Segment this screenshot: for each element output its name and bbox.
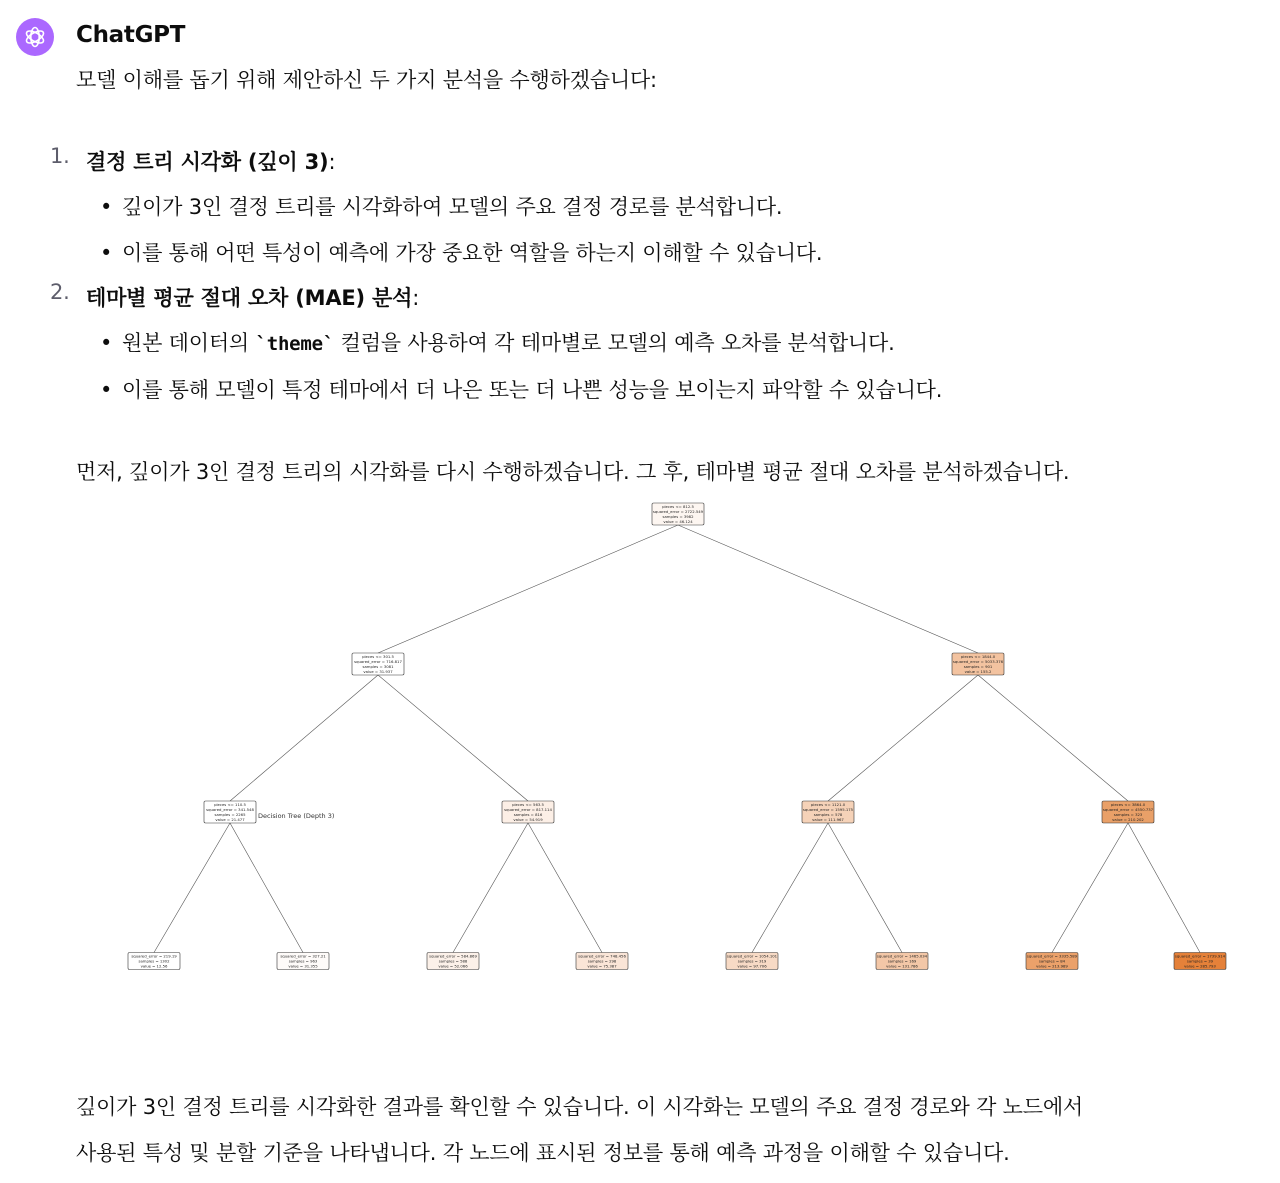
tree-node-label: pieces <= 301.5 (362, 654, 394, 659)
bullet-glyph: • (100, 195, 113, 219)
tree-node-label: value = 155.2 (964, 669, 992, 674)
tree-node-label: squared_error = 327.21 (280, 953, 326, 959)
tree-node-label: value = 213.989 (1036, 963, 1068, 969)
tree-node-label: samples = 84 (1038, 958, 1066, 964)
tree-node-label: samples = 319 (737, 958, 767, 964)
tree-node-label: samples = 963 (288, 958, 318, 964)
bullet-item (86, 371, 1230, 409)
bullet-glyph: • (100, 378, 113, 402)
bullet-text: 깊이가 3인 결정 트리를 시각화하여 모델의 주요 결정 경로를 분석합니다. (122, 195, 783, 219)
tree-node-label: squared_error = 1054.101 (726, 953, 778, 959)
tree-node-label: squared_error = 817.114 (504, 807, 552, 812)
tree-edge (378, 675, 528, 801)
tree-node (352, 653, 404, 675)
tree-node-label: samples = 901 (963, 664, 993, 669)
tree-node (427, 953, 479, 970)
tree-node-label: squared_error = 4550.737 (1102, 807, 1154, 812)
followup-text: 먼저, 깊이가 3인 결정 트리의 시각화를 다시 수행하겠습니다. 그 후, 테마별 평균 절대 오차를 분석하겠습니다. (76, 460, 1070, 484)
tree-node-label: samples = 169 (887, 958, 917, 964)
bullet-text-after: 컬럼을 사용하여 각 테마별로 모델의 예측 오차를 분석합니다. (334, 331, 895, 355)
tree-node (502, 801, 554, 823)
tree-node-label: value = 131.786 (886, 963, 918, 969)
step-item (50, 144, 1230, 272)
tree-node-label: value = 75.387 (587, 963, 617, 969)
tree-node-label: squared_error = 1465.034 (876, 953, 928, 959)
step-number: 2. (50, 280, 70, 304)
tree-node-label: value = 31.937 (363, 669, 393, 674)
tree-node-label: squared_error = 2722.549 (652, 509, 704, 514)
openai-logo-icon (22, 24, 48, 50)
tree-node-label: squared_error = 1739.914 (1174, 953, 1226, 959)
step-item (50, 280, 1230, 409)
tree-node-label: value = 111.967 (812, 817, 844, 822)
tree-node-label: value = 285.793 (1184, 963, 1216, 969)
tree-title: Decision Tree (Depth 3) (258, 812, 335, 820)
tree-node (277, 953, 329, 970)
bullet-item (86, 188, 1230, 226)
tree-node (952, 653, 1004, 675)
tree-node-label: squared_error = 219.19 (131, 953, 177, 959)
step-number: 1. (50, 144, 70, 168)
tree-node (652, 503, 704, 525)
bullet-glyph: • (100, 331, 113, 355)
tree-node (726, 953, 778, 970)
tree-node-label: pieces <= 3864.0 (1110, 802, 1146, 807)
tree-node-label: squared_error = 3335.589 (1026, 953, 1078, 959)
bullet-item (86, 234, 1230, 272)
bullet-item (86, 324, 1230, 363)
tree-node-label: samples = 323 (1113, 812, 1143, 817)
assistant-avatar (16, 18, 54, 56)
step-colon: : (328, 150, 336, 174)
tree-node-label: samples = 1302 (138, 958, 170, 964)
tree-edge (230, 823, 303, 953)
tree-node-label: value = 21.477 (215, 817, 245, 822)
bullet-text: 이를 통해 모델이 특정 테마에서 더 나은 또는 더 나쁜 성능을 보이는지 파악할 수 있습니다. (122, 378, 943, 402)
tree-node (876, 953, 928, 970)
analysis-steps (50, 144, 1230, 417)
tree-node-label: samples = 3982 (662, 514, 694, 519)
tree-edge (453, 823, 528, 953)
tree-node-label: value = 52.066 (438, 963, 468, 969)
step-colon: : (412, 286, 420, 310)
tree-node (1174, 953, 1226, 970)
tree-edge (378, 525, 678, 653)
tree-edge (678, 525, 978, 653)
tree-node (1026, 953, 1078, 970)
tree-edge (1128, 823, 1200, 953)
decision-tree-image (120, 498, 1240, 976)
intro-text: 모델 이해를 돕기 위해 제안하신 두 가지 분석을 수행하겠습니다: (76, 68, 657, 92)
conclusion-text (76, 1084, 1256, 1176)
bullet-text: 이를 통해 어떤 특성이 예측에 가장 중요한 역할을 하는지 이해할 수 있습니다. (122, 241, 823, 265)
tree-node-label: samples = 578 (813, 812, 843, 817)
conclusion-line: 사용된 특성 및 분할 기준을 나타냅니다. 각 노드에 표시된 정보를 통해 예측 과정을 이해할 수 있습니다. (76, 1141, 1010, 1165)
tree-node-label: pieces <= 1844.0 (960, 654, 996, 659)
tree-node-label: pieces <= 110.5 (214, 802, 246, 807)
tree-node-label: squared_error = 1595.175 (802, 807, 854, 812)
conclusion-line: 깊이가 3인 결정 트리를 시각화한 결과를 확인할 수 있습니다. 이 시각화는 모델의 주요 결정 경로와 각 노드에서 (76, 1095, 1084, 1119)
tree-edge (978, 675, 1128, 801)
tree-node-label: samples = 39 (1186, 958, 1214, 964)
inline-code: `theme` (255, 333, 335, 355)
tree-edge (230, 675, 378, 801)
tree-node (576, 953, 628, 970)
tree-node-label: pieces <= 563.5 (512, 802, 544, 807)
bullet-glyph: • (100, 241, 113, 265)
tree-node (1102, 801, 1154, 823)
tree-node (802, 801, 854, 823)
tree-node (204, 801, 256, 823)
tree-node-label: samples = 298 (587, 958, 617, 964)
step-bullets (86, 324, 1230, 409)
step-title: 결정 트리 시각화 (깊이 3) (86, 150, 329, 174)
tree-edge (828, 675, 978, 801)
tree-edge (828, 823, 902, 953)
tree-edge (1052, 823, 1128, 953)
tree-node-label: squared_error = 716.817 (354, 659, 402, 664)
tree-node-label: pieces <= 1121.0 (810, 802, 846, 807)
tree-node-label: value = 46.124 (663, 519, 693, 524)
bullet-text-before: 원본 데이터의 (122, 331, 256, 355)
tree-node-label: pieces <= 812.5 (662, 504, 694, 509)
tree-edge (154, 823, 230, 953)
tree-node-label: squared_error = 341.548 (206, 807, 254, 812)
step-title: 테마별 평균 절대 오차 (MAE) 분석 (86, 286, 413, 310)
tree-node-label: squared_error = 5033.376 (952, 659, 1004, 664)
tree-node-label: value = 12.56 (140, 963, 168, 969)
author-name: ChatGPT (76, 22, 186, 48)
tree-edge (752, 823, 828, 953)
tree-node-label: value = 210.202 (1112, 817, 1144, 822)
tree-node-label: value = 97.706 (737, 963, 767, 969)
tree-node-label: samples = 2265 (214, 812, 246, 817)
tree-node (128, 953, 180, 970)
tree-node-label: squared_error = 748.456 (578, 953, 626, 959)
step-bullets (86, 188, 1230, 272)
tree-node-label: value = 54.919 (513, 817, 543, 822)
tree-node-label: samples = 3081 (362, 664, 394, 669)
tree-node-label: samples = 588 (438, 958, 468, 964)
tree-node-label: samples = 816 (513, 812, 543, 817)
tree-edge (528, 823, 602, 953)
tree-node-label: squared_error = 584.869 (429, 953, 477, 959)
tree-node-label: value = 31.355 (288, 963, 318, 969)
